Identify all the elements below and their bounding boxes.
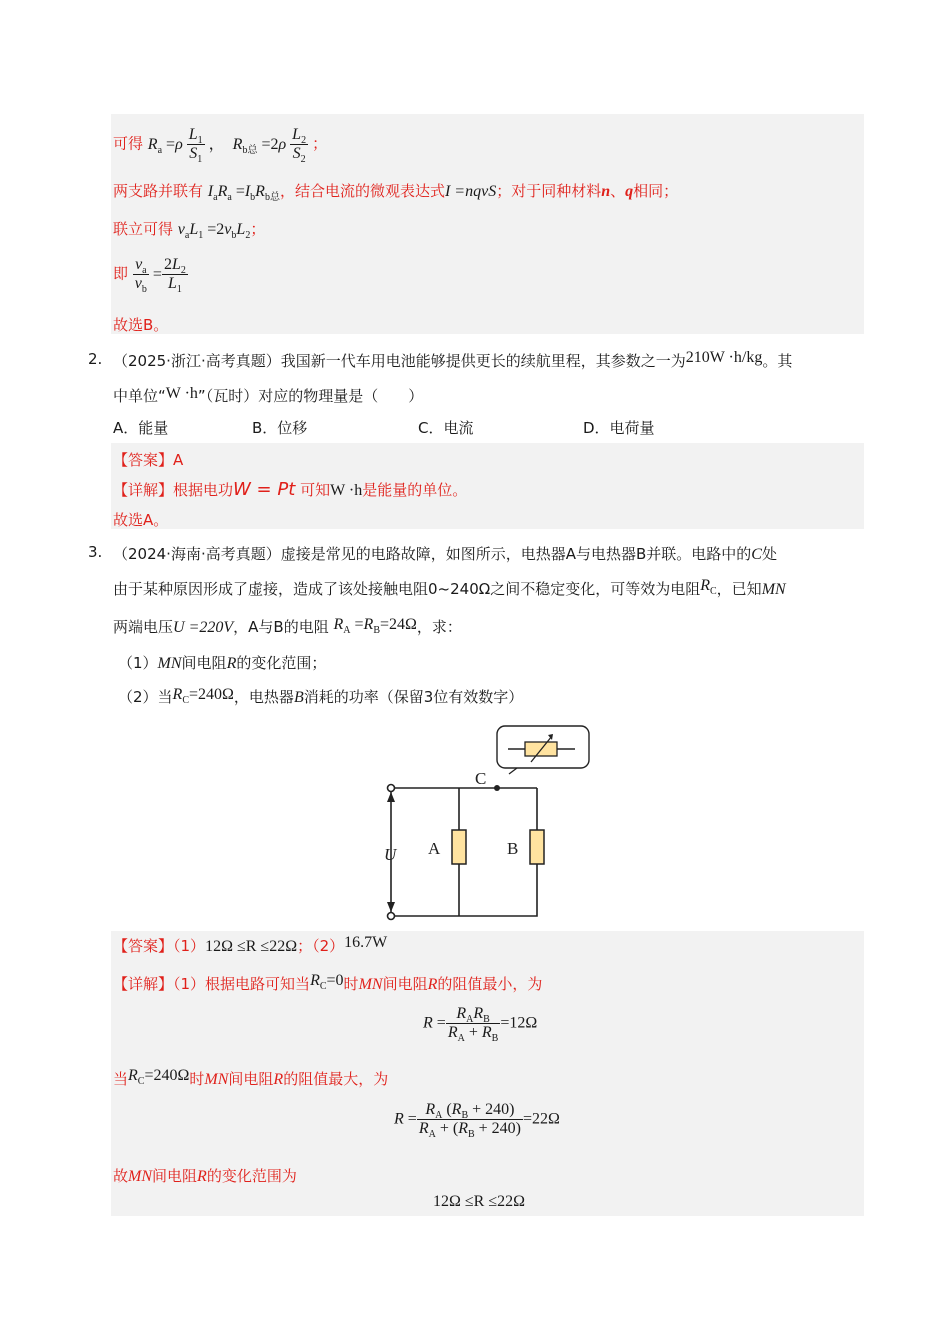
q2-detail: 【详解】根据电功W = Pt 可知W ·h是能量的单位。 <box>113 479 468 500</box>
q3-stem-line-1: （2024·海南·高考真题）虚接是常见的电路故障，如图所示，电热器A与电热器B并联。电路中的C处 <box>113 545 777 563</box>
q3-sub-question-1: （1）MN间电阻R的变化范围； <box>118 654 327 672</box>
q3-detail-3: 故MN间电阻R的变化范围为 <box>113 1167 297 1185</box>
q1-conclusion: 故选B。 <box>113 316 169 334</box>
terminal-bottom <box>388 913 395 920</box>
q3-number: 3. <box>88 543 103 561</box>
q3-equation-1: R = $\frac{R_AR_B}{R_A + R_B}$ =12Ω <box>423 1005 538 1045</box>
q3-sub-question-2: （2）当$R_C=240\Omega$，电热器B消耗的功率（保留3位有效数字） <box>118 686 524 706</box>
formula-parallel: $I_aR_a =I_bR_{b总}$ <box>207 183 280 203</box>
q1-line-1: 可得 $R_a =\rho$ $\frac{L_1}{S_1}$ ， $R_{b总} =2\rho$ $\frac{L_2}{S_2}$ ； <box>113 126 328 166</box>
q3-detail-1: 【详解】（1）根据电路可知当$R_C=0$时MN间电阻R的阻值最小，为 <box>113 972 543 993</box>
resistor-a <box>452 830 466 864</box>
formula-current: I =nqvS <box>444 183 497 200</box>
formula-combined: $v_aL_1 =2v_bL_2$ <box>177 221 251 241</box>
q2-solution-box <box>111 443 864 529</box>
q2-formula: W = Pt <box>233 479 296 500</box>
terminal-top <box>388 785 395 792</box>
q1-line-4: 即 $\frac{v_a}{v_b}$ = $\frac{2L_2}{L_1}$ <box>113 256 186 296</box>
q2-number: 2. <box>88 350 103 368</box>
label-u: U <box>384 845 397 864</box>
q2-option-b: B．位移 <box>252 419 308 437</box>
q3-detail-2: 当$R_C=240\Omega$时MN间电阻R的阻值最大，为 <box>113 1067 389 1088</box>
q2-option-a: A．能量 <box>113 419 169 437</box>
q3-stem-line-3: 两端电压U =220V，A与B的电阻 $R_A =R_B=24\Omega$，求： <box>113 616 462 636</box>
q3-equation-2: R = $\frac{R_A (R_B + 240)}{R_A + (R_B + 240)}$ =22Ω <box>394 1101 560 1141</box>
q1-line-3: 联立可得 $v_aL_1 =2v_bL_2$； <box>113 220 266 241</box>
q2-stem-line-2: 中单位“W ·h”（瓦时）对应的物理量是（ ） <box>113 385 424 405</box>
junction-c <box>494 785 500 791</box>
label-c: C <box>475 769 487 788</box>
q3-answer: 【答案】（1）12Ω ≤R ≤22Ω；（2）16.7W <box>113 934 388 955</box>
q2-param: 210W ·h/kg <box>685 349 763 366</box>
label-b: B <box>507 839 519 858</box>
q2-option-c: C．电流 <box>418 419 474 437</box>
label-a: A <box>428 839 441 858</box>
q2-option-d: D．电荷量 <box>583 419 655 437</box>
q2-answer: 【答案】A <box>113 451 184 469</box>
q3-stem-line-2: 由于某种原因形成了虚接，造成了该处接触电阻0~240Ω之间不稳定变化，可等效为电阻$R_C$，已知MN <box>113 577 786 598</box>
q2-conclusion: 故选A。 <box>113 511 169 529</box>
q3-solution-box <box>111 931 864 1216</box>
q1-solution-box <box>111 114 864 334</box>
q1-line-2: 两支路并联有 $I_aR_a =I_bR_{b总}$，结合电流的微观表达式I =nqvS；对于同种材料n、q相同； <box>113 182 679 203</box>
q2-stem-line-1: （2025·浙江·高考真题）我国新一代车用电池能够提供更长的续航里程，其参数之一为210W ·h/kg。其 <box>113 349 793 370</box>
circuit-diagram <box>375 722 635 922</box>
formula-ratio: $\frac{v_a}{v_b}$ = $\frac{2L_2}{L_1}$ <box>134 256 186 296</box>
q3-equation-3: 12Ω ≤R ≤22Ω <box>433 1193 526 1210</box>
formula-ra: $R_a =\rho$ $\frac{L_1}{S_1}$ ， $R_{b总} =2\rho$ $\frac{L_2}{S_2}$ <box>147 126 307 166</box>
resistor-b <box>530 830 544 864</box>
